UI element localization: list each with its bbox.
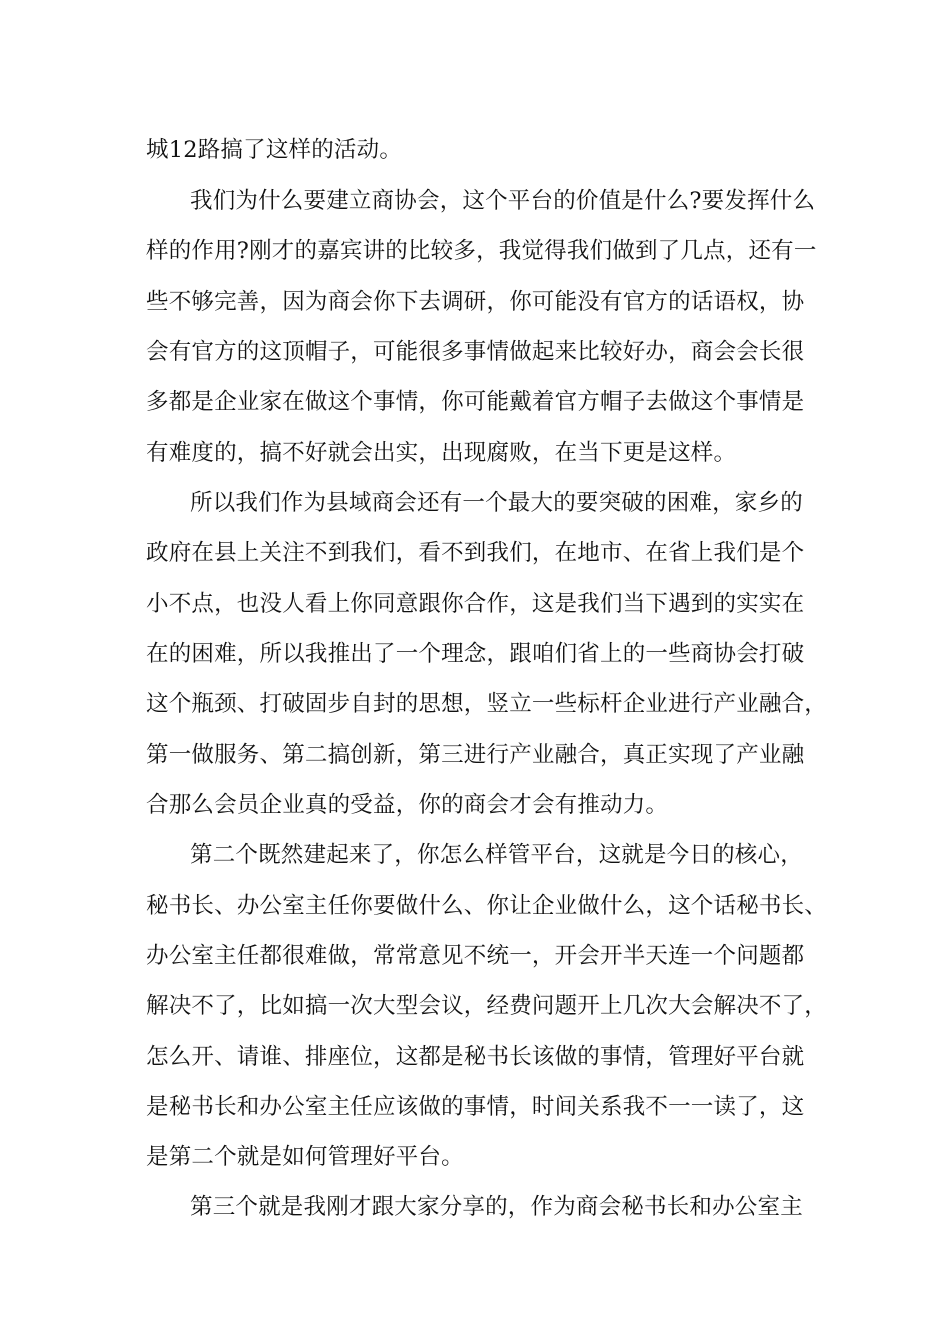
text-line: 这个瓶颈、打破固步自封的思想，竖立一些标杆企业进行产业融合， [146, 691, 828, 717]
text-line: 城12路搞了这样的活动。 [146, 137, 403, 163]
text-line: 合那么会员企业真的受益，你的商会才会有推动力。 [146, 792, 669, 818]
paragraph-start: 第二个既然建起来了，你怎么样管平台，这就是今日的核心， [190, 842, 803, 868]
text-line: 是第二个就是如何管理好平台。 [146, 1144, 464, 1170]
text-line: 政府在县上关注不到我们，看不到我们，在地市、在省上我们是个 [146, 540, 805, 566]
text-line: 多都是企业家在做这个事情，你可能戴着官方帽子去做这个事情是 [146, 389, 805, 415]
text-line: 解决不了，比如搞一次大型会议，经费问题开上几次大会解决不了， [146, 993, 828, 1019]
text-line: 在的困难，所以我推出了一个理念，跟咱们省上的一些商协会打破 [146, 641, 805, 667]
text-line: 小不点，也没人看上你同意跟你合作，这是我们当下遇到的实实在 [146, 591, 805, 617]
paragraph-start: 我们为什么要建立商协会，这个平台的价值是什么?要发挥什么 [190, 188, 816, 214]
text-line: 办公室主任都很难做，常常意见不统一，开会开半天连一个问题都 [146, 943, 805, 969]
text-line: 有难度的，搞不好就会出实，出现腐败，在当下更是这样。 [146, 440, 737, 466]
text-line: 会有官方的这顶帽子，可能很多事情做起来比较好办，商会会长很 [146, 339, 805, 365]
text-line: 第一做服务、第二搞创新，第三进行产业融合，真正实现了产业融 [146, 742, 805, 768]
paragraph-start: 第三个就是我刚才跟大家分享的，作为商会秘书长和办公室主 [190, 1194, 803, 1220]
text-line: 怎么开、请谁、排座位，这都是秘书长该做的事情，管理好平台就 [146, 1044, 805, 1070]
text-line: 是秘书长和办公室主任应该做的事情，时间关系我不一一读了，这 [146, 1094, 805, 1120]
text-line: 样的作用?刚才的嘉宾讲的比较多，我觉得我们做到了几点，还有一 [146, 238, 817, 264]
paragraph-start: 所以我们作为县域商会还有一个最大的要突破的困难，家乡的 [190, 490, 803, 516]
text-line: 些不够完善，因为商会你下去调研，你可能没有官方的话语权，协 [146, 289, 805, 315]
text-line: 秘书长、办公室主任你要做什么、你让企业做什么，这个话秘书长、 [146, 893, 828, 919]
